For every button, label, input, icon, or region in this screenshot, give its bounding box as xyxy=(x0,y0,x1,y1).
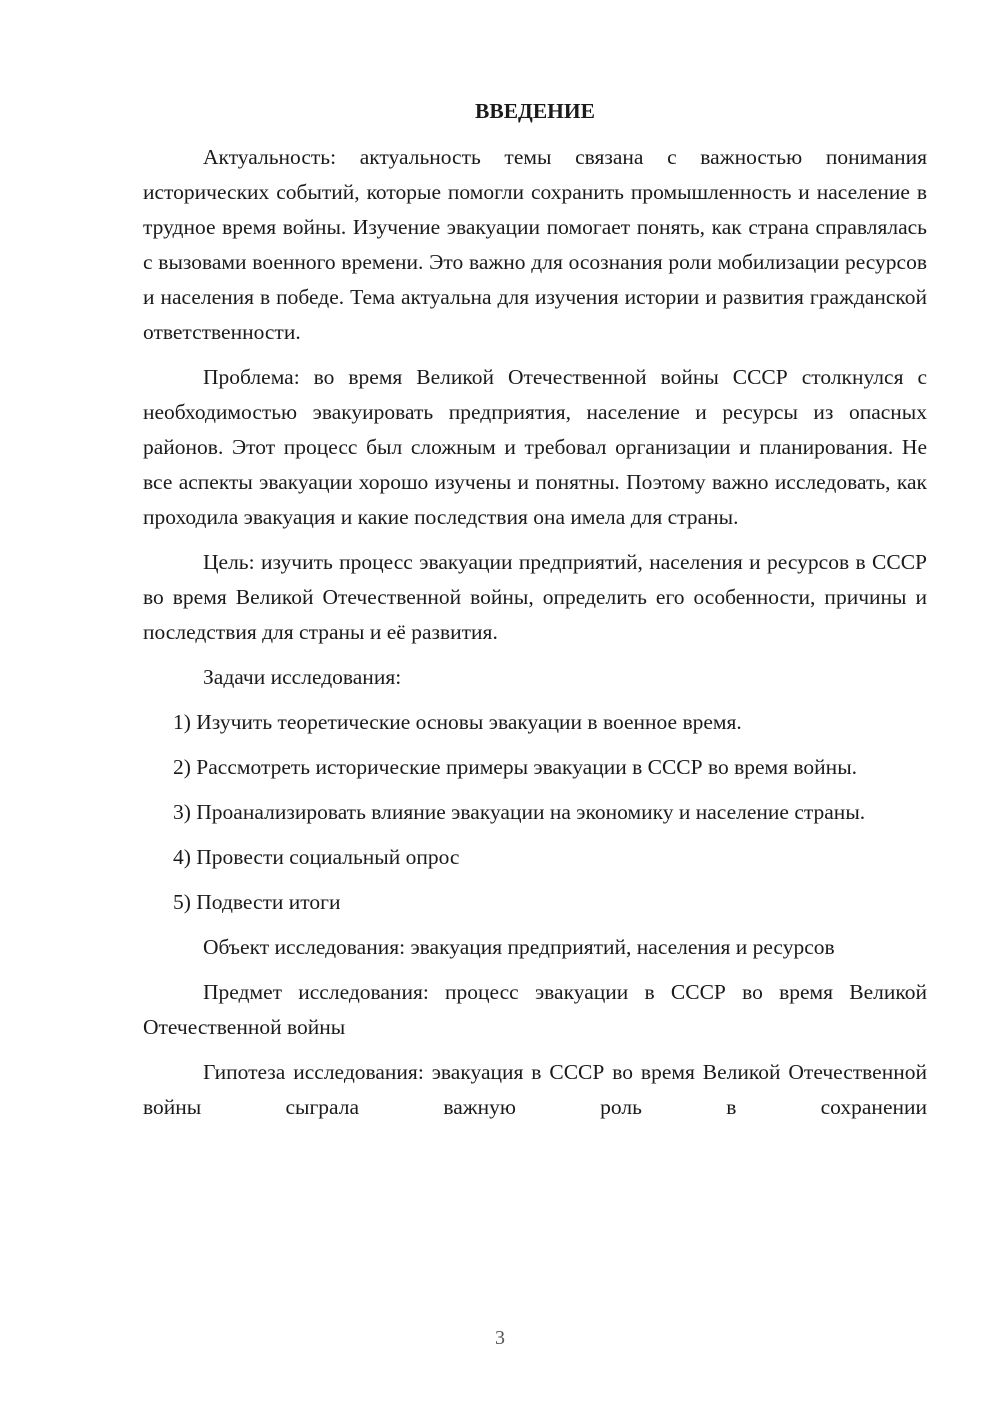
task-item: 3) Проанализировать влияние эвакуации на экономику и население страны. xyxy=(173,800,866,824)
task-item: 2) Рассмотреть исторические примеры эвакуации в СССР во время войны. xyxy=(173,755,858,779)
problem-paragraph: Проблема: во время Великой Отечественной войны СССР столкнулся с необходимостью эвакуировать предприятия, население и ресурсы из опасных районов. Этот процесс был сложным и требовал организации и планирования. Не все аспекты эвакуации хорошо изучены и понятны. Поэтому важно исследовать, как проходила эвакуация и какие последствия она имела для страны. xyxy=(143,365,927,529)
hypothesis-paragraph: Гипотеза исследования: эвакуация в СССР во время Великой Отечественной войны сыграла важную роль в сохранении xyxy=(143,1060,927,1119)
task-item: 5) Подвести итоги xyxy=(173,890,341,914)
relevance-paragraph: Актуальность: актуальность темы связана с важностью понимания исторических событий, которые помогли сохранить промышленность и население в трудное время войны. Изучение эвакуации помогает понять, как страна справлялась с вызовами военного времени. Это важно для осознания роли мобилизации ресурсов и населения в победе. Тема актуальна для изучения истории и развития гражданской ответственности. xyxy=(143,145,927,344)
goal-paragraph: Цель: изучить процесс эвакуации предприятий, населения и ресурсов в СССР во время Великой Отечественной войны, определить его особенности, причины и последствия для страны и её развития. xyxy=(143,550,927,644)
page-number: 3 xyxy=(495,1327,505,1349)
subject-paragraph: Предмет исследования: процесс эвакуации в СССР во время Великой Отечественной войны xyxy=(143,980,927,1039)
task-item: 1) Изучить теоретические основы эвакуации в военное время. xyxy=(173,710,742,734)
object-paragraph: Объект исследования: эвакуация предприятий, населения и ресурсов xyxy=(203,935,835,959)
task-item: 4) Провести социальный опрос xyxy=(173,845,460,869)
tasks-label: Задачи исследования: xyxy=(203,665,402,689)
section-heading: ВВЕДЕНИЕ xyxy=(475,99,595,123)
document-page xyxy=(143,94,927,1135)
